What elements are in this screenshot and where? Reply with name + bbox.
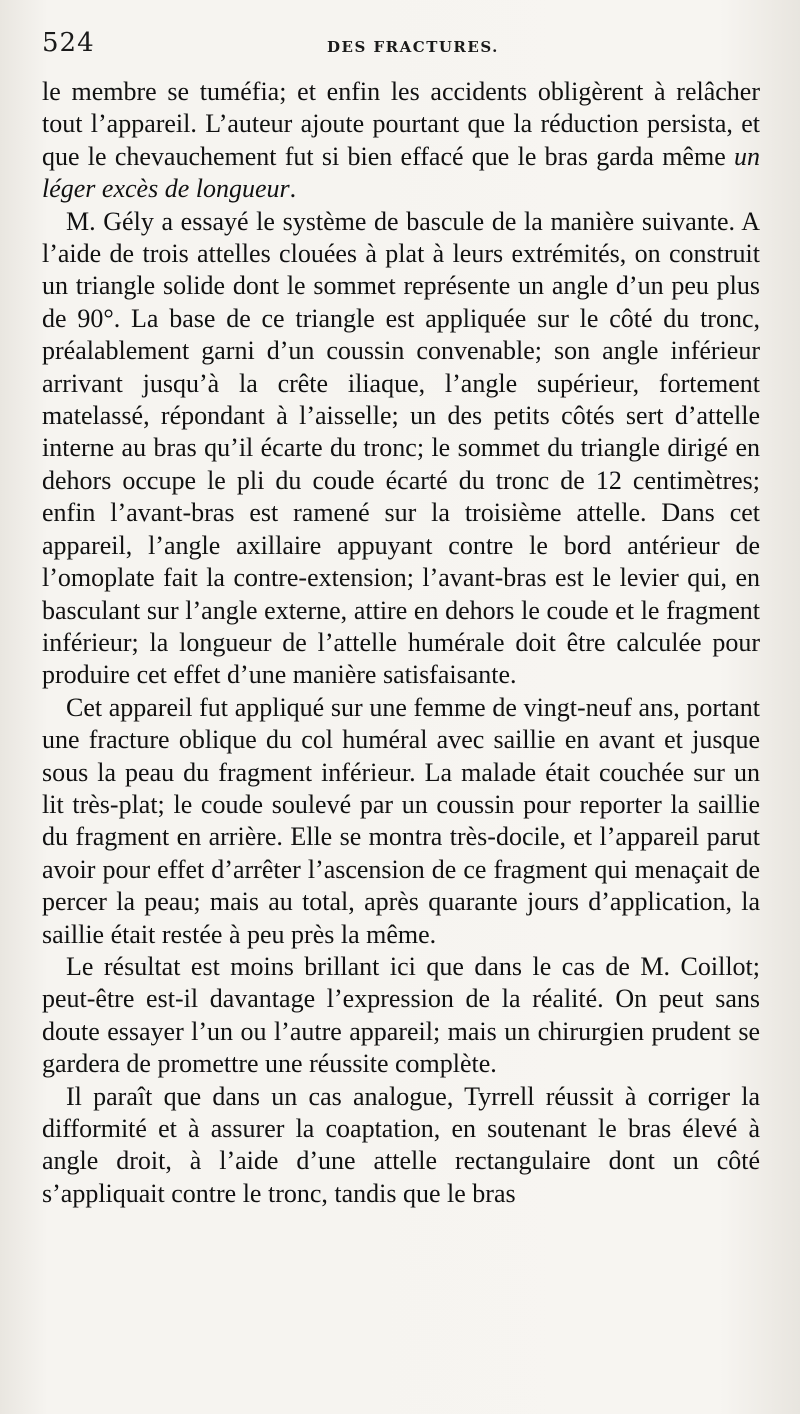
paragraph-1-end: . xyxy=(289,174,297,204)
page-header xyxy=(42,28,760,68)
paragraph-5: Il paraît que dans un cas analogue, Tyrrell réussit à corriger la difformité et à assurer la coaptation, en soutenant le bras élevé à angle droit, à l’aide d’une attelle rectangulaire dont un côté s’appliquait contre le tronc, tandis que le bras xyxy=(42,1081,760,1208)
paragraph-1-text: le membre se tuméfia; et enfin les accidents obligèrent à relâcher tout l’appareil. L’auteur ajoute pourtant que la réduction persista, et que le chevauchement fut si bien effacé que le bras garda même xyxy=(42,77,760,171)
paragraph-1-italic: un léger excès de longueur xyxy=(42,141,760,204)
paragraph-3: Cet appareil fut appliqué sur une femme de vingt-neuf ans, portant une fracture oblique du col huméral avec saillie en avant et jusque sous la peau du fragment inférieur. La malade était couchée sur un lit très-plat; le coude soulevé par un coussin pour reporter la saillie du fragment en arrière. Elle se montra très-docile, et l’appareil parut avoir pour effet d’arrêter l’ascension de ce fragment qui menaçait de percer la peau; mais au total, après quarante jours d’application, la saillie était restée à peu près la même. xyxy=(42,692,760,949)
paragraph-4: Le résultat est moins brillant ici que dans le cas de M. Coillot; peut-être est-il davantage l’expression de la réalité. On peut sans doute essayer l’un ou l’autre appareil; mais un chirurgien prudent se gardera de promettre une réussite complète. xyxy=(42,951,760,1079)
paragraph-1 xyxy=(42,76,760,206)
paragraph-2: M. Gély a essayé le système de bascule de la manière suivante. A l’aide de trois attelles clouées à plat à leurs extrémités, on construit un triangle solide dont le sommet représente un angle d’un peu plus de 90°. La base de ce triangle est appliquée sur le côté du tronc, préalablement garni d’un coussin convenable; son angle inférieur arrivant jusqu’à la crête iliaque, l’angle supérieur, fortement matelassé, répondant à l’aisselle; un des petits côtés sert d’attelle interne au bras qu’il écarte du tronc; le sommet du triangle dirigé en dehors occupe le pli du coude écarté du tronc de 12 centimètres; enfin l’avant-bras est ramené sur la troisième attelle. Dans cet appareil, l’angle axillaire appuyant contre le bord antérieur de l’omoplate fait la contre-extension; l’avant-bras est le levier qui, en basculant sur l’angle externe, attire en dehors le coude et le fragment inférieur; la longueur de l’attelle humérale doit être calculée pour produire cet effet d’une manière satisfaisante. xyxy=(42,206,760,690)
page-number: 524 xyxy=(42,28,95,58)
body-text xyxy=(42,76,760,1210)
running-title: DES FRACTURES. xyxy=(327,38,499,56)
